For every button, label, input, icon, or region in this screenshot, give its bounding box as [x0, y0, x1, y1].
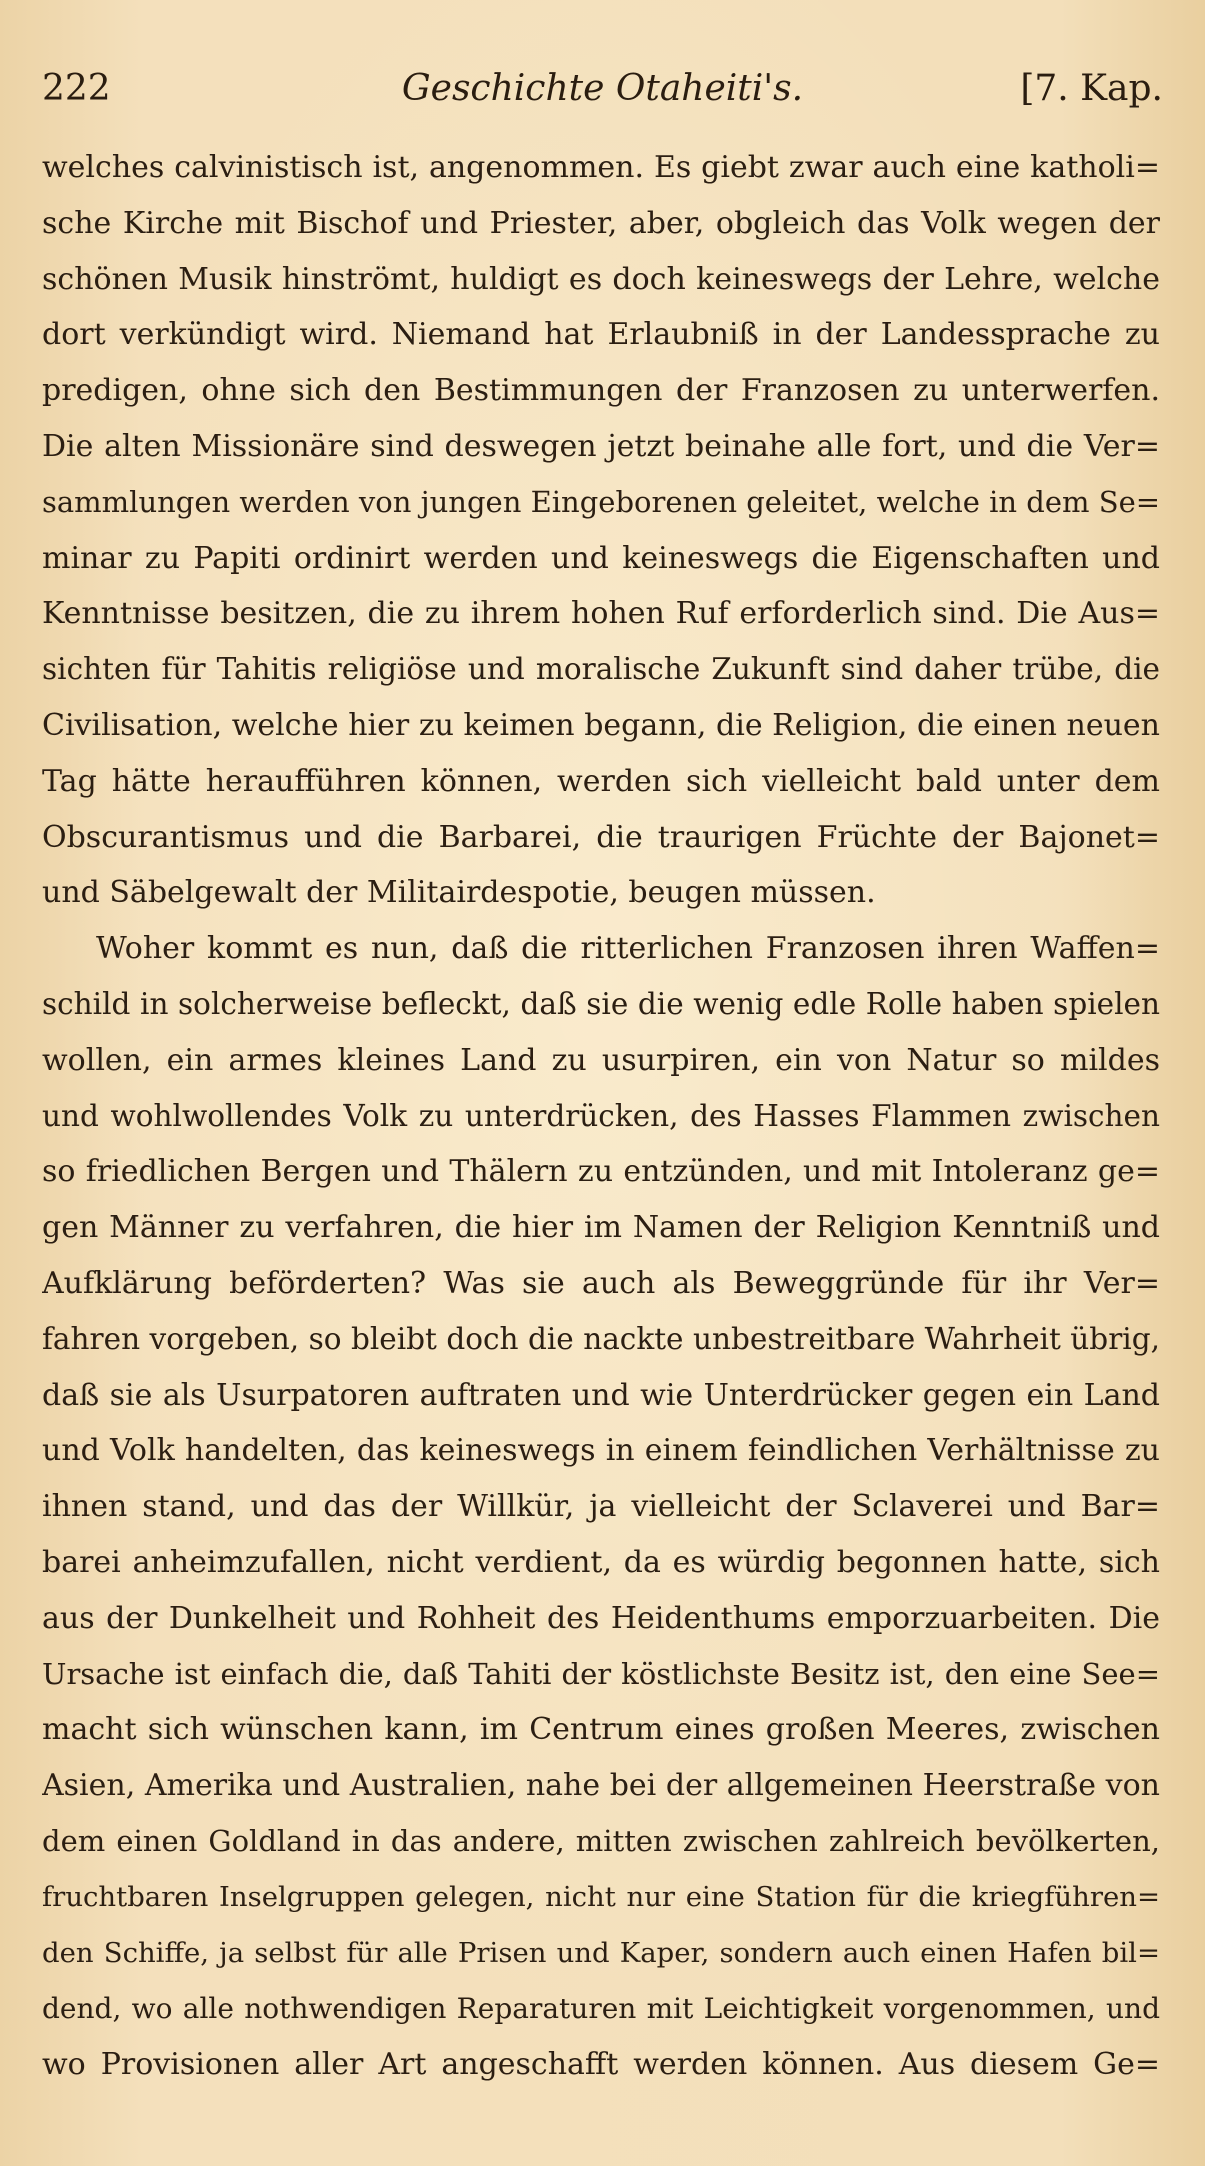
- paragraph-first-line: Woher kommt es nun, daß die ritterlichen Franzosen ihren Waffen=: [96, 931, 1160, 967]
- text-line: gen Männer zu verfahren, die hier im Namen der Religion Kenntniß und: [42, 1210, 1160, 1246]
- text-line: fahren vorgeben, so bleibt doch die nackte unbestreitbare Wahrheit übrig,: [42, 1321, 1160, 1356]
- text-line: Tag hätte heraufführen können, werden sich vielleicht bald unter dem: [42, 763, 1160, 799]
- body-text: [42, 140, 1160, 2093]
- text-line: Asien, Amerika und Australien, nahe bei der allgemeinen Heerstraße von: [42, 1768, 1160, 1804]
- text-line: aus der Dunkelheit und Rohheit des Heidenthums emporzuarbeiten. Die: [42, 1600, 1160, 1636]
- text-line: sammlungen werden von jungen Eingeborenen geleitet, welche in dem Se=: [42, 484, 1160, 519]
- text-line: Aufklärung beförderten? Was sie auch als Beweggründe für ihr Ver=: [42, 1265, 1160, 1301]
- text-line: welches calvinistisch ist, angenommen. Es giebt zwar auch eine katholi=: [42, 150, 1160, 185]
- paragraph-last-line: und Säbelgewalt der Militairdespotie, beugen müssen.: [42, 875, 876, 911]
- text-line: Ursache ist einfach die, daß Tahiti der köstlichste Besitz ist, den eine See=: [42, 1656, 1160, 1691]
- text-line: predigen, ohne sich den Bestimmungen der Franzosen zu unterwerfen.: [42, 373, 1160, 409]
- text-line: sche Kirche mit Bischof und Priester, aber, obgleich das Volk wegen der: [42, 205, 1160, 241]
- text-line: so friedlichen Bergen und Thälern zu entzünden, und mit Intoleranz ge=: [42, 1154, 1160, 1190]
- text-line: ihnen stand, und das der Willkür, ja vielleicht der Sclaverei und Bar=: [42, 1489, 1160, 1525]
- page-number: 222: [42, 68, 111, 109]
- text-line: den Schiffe, ja selbst für alle Prisen und Kaper, sondern auch einen Hafen bil=: [42, 1936, 1160, 1969]
- text-line: wollen, ein armes kleines Land zu usurpiren, ein von Natur so mildes: [42, 1042, 1160, 1078]
- text-line: macht sich wünschen kann, im Centrum eines großen Meeres, zwischen: [42, 1712, 1160, 1748]
- text-line: fruchtbaren Inselgruppen gelegen, nicht nur eine Station für die kriegführen=: [42, 1880, 1160, 1913]
- text-line: und wohlwollendes Volk zu unterdrücken, des Hasses Flammen zwischen: [42, 1098, 1160, 1133]
- text-line: schild in solcherweise befleckt, daß sie die wenig edle Rolle haben spielen: [42, 986, 1160, 1021]
- text-line: dem einen Goldland in das andere, mitten zwischen zahlreich bevölkerten,: [42, 1823, 1160, 1858]
- text-line: Die alten Missionäre sind deswegen jetzt beinahe alle fort, und die Ver=: [42, 428, 1160, 464]
- text-line: schönen Musik hinströmt, huldigt es doch keineswegs der Lehre, welche: [42, 261, 1160, 297]
- text-line: dend, wo alle nothwendigen Reparaturen mit Leichtigkeit vorgenommen, und: [42, 1992, 1160, 2026]
- chapter-reference: [7. Kap.: [1020, 68, 1163, 109]
- text-line: Kenntnisse besitzen, die zu ihrem hohen Ruf erforderlich sind. Die Aus=: [42, 596, 1160, 632]
- text-line: wo Provisionen aller Art angeschafft werden können. Aus diesem Ge=: [42, 2047, 1160, 2083]
- text-line: dort verkündigt wird. Niemand hat Erlaubniß in der Landessprache zu: [42, 317, 1160, 353]
- text-line: minar zu Papiti ordinirt werden und keineswegs die Eigenschaften und: [42, 540, 1160, 576]
- text-line: Obscurantismus und die Barbarei, die traurigen Früchte der Bajonet=: [42, 819, 1160, 855]
- running-title: Geschichte Otaheiti's.: [401, 68, 804, 109]
- text-line: und Volk handelten, das keineswegs in einem feindlichen Verhältnisse zu: [42, 1433, 1160, 1469]
- text-line: Civilisation, welche hier zu keimen begann, die Religion, die einen neuen: [42, 707, 1160, 743]
- running-head: [42, 60, 1163, 118]
- text-line: daß sie als Usurpatoren auftraten und wie Unterdrücker gegen ein Land: [42, 1377, 1160, 1413]
- text-line: sichten für Tahitis religiöse und moralische Zukunft sind daher trübe, die: [42, 652, 1160, 687]
- text-line: barei anheimzufallen, nicht verdient, da es würdig begonnen hatte, sich: [42, 1544, 1160, 1580]
